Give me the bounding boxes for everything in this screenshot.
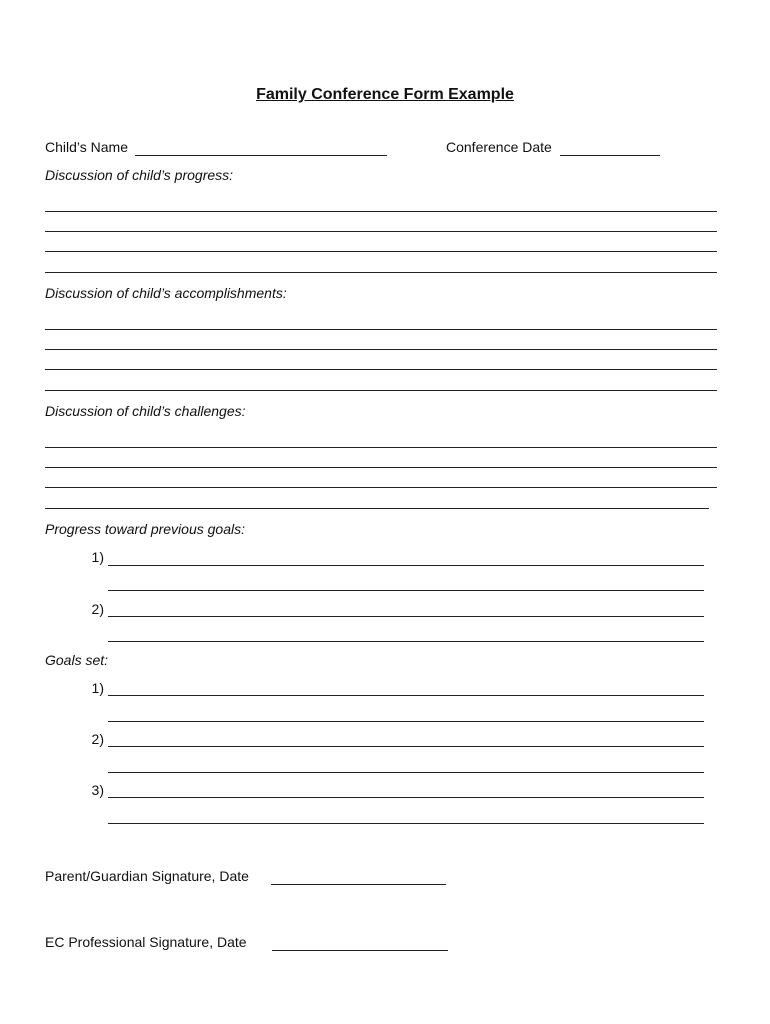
conference-date-field[interactable] [560, 155, 660, 156]
parent-signature-field[interactable] [271, 884, 446, 885]
parent-signature-label: Parent/Guardian Signature, Date [45, 868, 249, 884]
goal-number: 1) [91, 680, 104, 696]
challenges-line[interactable] [45, 508, 709, 509]
professional-signature-label: EC Professional Signature, Date [45, 934, 247, 950]
goals-set-section-label: Goals set: [45, 652, 109, 668]
previous-goal-1-line[interactable] [108, 565, 704, 566]
challenges-section-label: Discussion of child’s challenges: [45, 403, 246, 419]
previous-goal-2-line[interactable] [108, 616, 704, 617]
previous-goal-1-line[interactable] [108, 590, 704, 591]
goal-1-line[interactable] [108, 721, 704, 722]
goal-1-line[interactable] [108, 695, 704, 696]
challenges-line[interactable] [45, 467, 717, 468]
accomplishments-line[interactable] [45, 390, 717, 391]
previous-goal-number: 1) [91, 549, 104, 565]
goal-3-line[interactable] [108, 823, 704, 824]
previous-goal-number: 2) [91, 601, 104, 617]
accomplishments-line[interactable] [45, 369, 717, 370]
progress-line[interactable] [45, 231, 717, 232]
child-name-label: Child’s Name [45, 139, 128, 155]
challenges-line[interactable] [45, 487, 717, 488]
goal-2-line[interactable] [108, 746, 704, 747]
previous-goals-section-label: Progress toward previous goals: [45, 521, 245, 537]
professional-signature-field[interactable] [272, 950, 448, 951]
goal-2-line[interactable] [108, 772, 704, 773]
accomplishments-line[interactable] [45, 329, 717, 330]
goal-3-line[interactable] [108, 797, 704, 798]
challenges-line[interactable] [45, 447, 717, 448]
progress-line[interactable] [45, 251, 717, 252]
form-title: Family Conference Form Example [256, 86, 514, 103]
goal-number: 2) [91, 731, 104, 747]
progress-section-label: Discussion of child’s progress: [45, 167, 234, 183]
accomplishments-line[interactable] [45, 349, 717, 350]
child-name-field[interactable] [135, 155, 387, 156]
conference-date-label: Conference Date [446, 139, 552, 155]
progress-line[interactable] [45, 211, 717, 212]
goal-number: 3) [91, 782, 104, 798]
previous-goal-2-line[interactable] [108, 641, 704, 642]
accomplishments-section-label: Discussion of child’s accomplishments: [45, 285, 287, 301]
progress-line[interactable] [45, 272, 717, 273]
